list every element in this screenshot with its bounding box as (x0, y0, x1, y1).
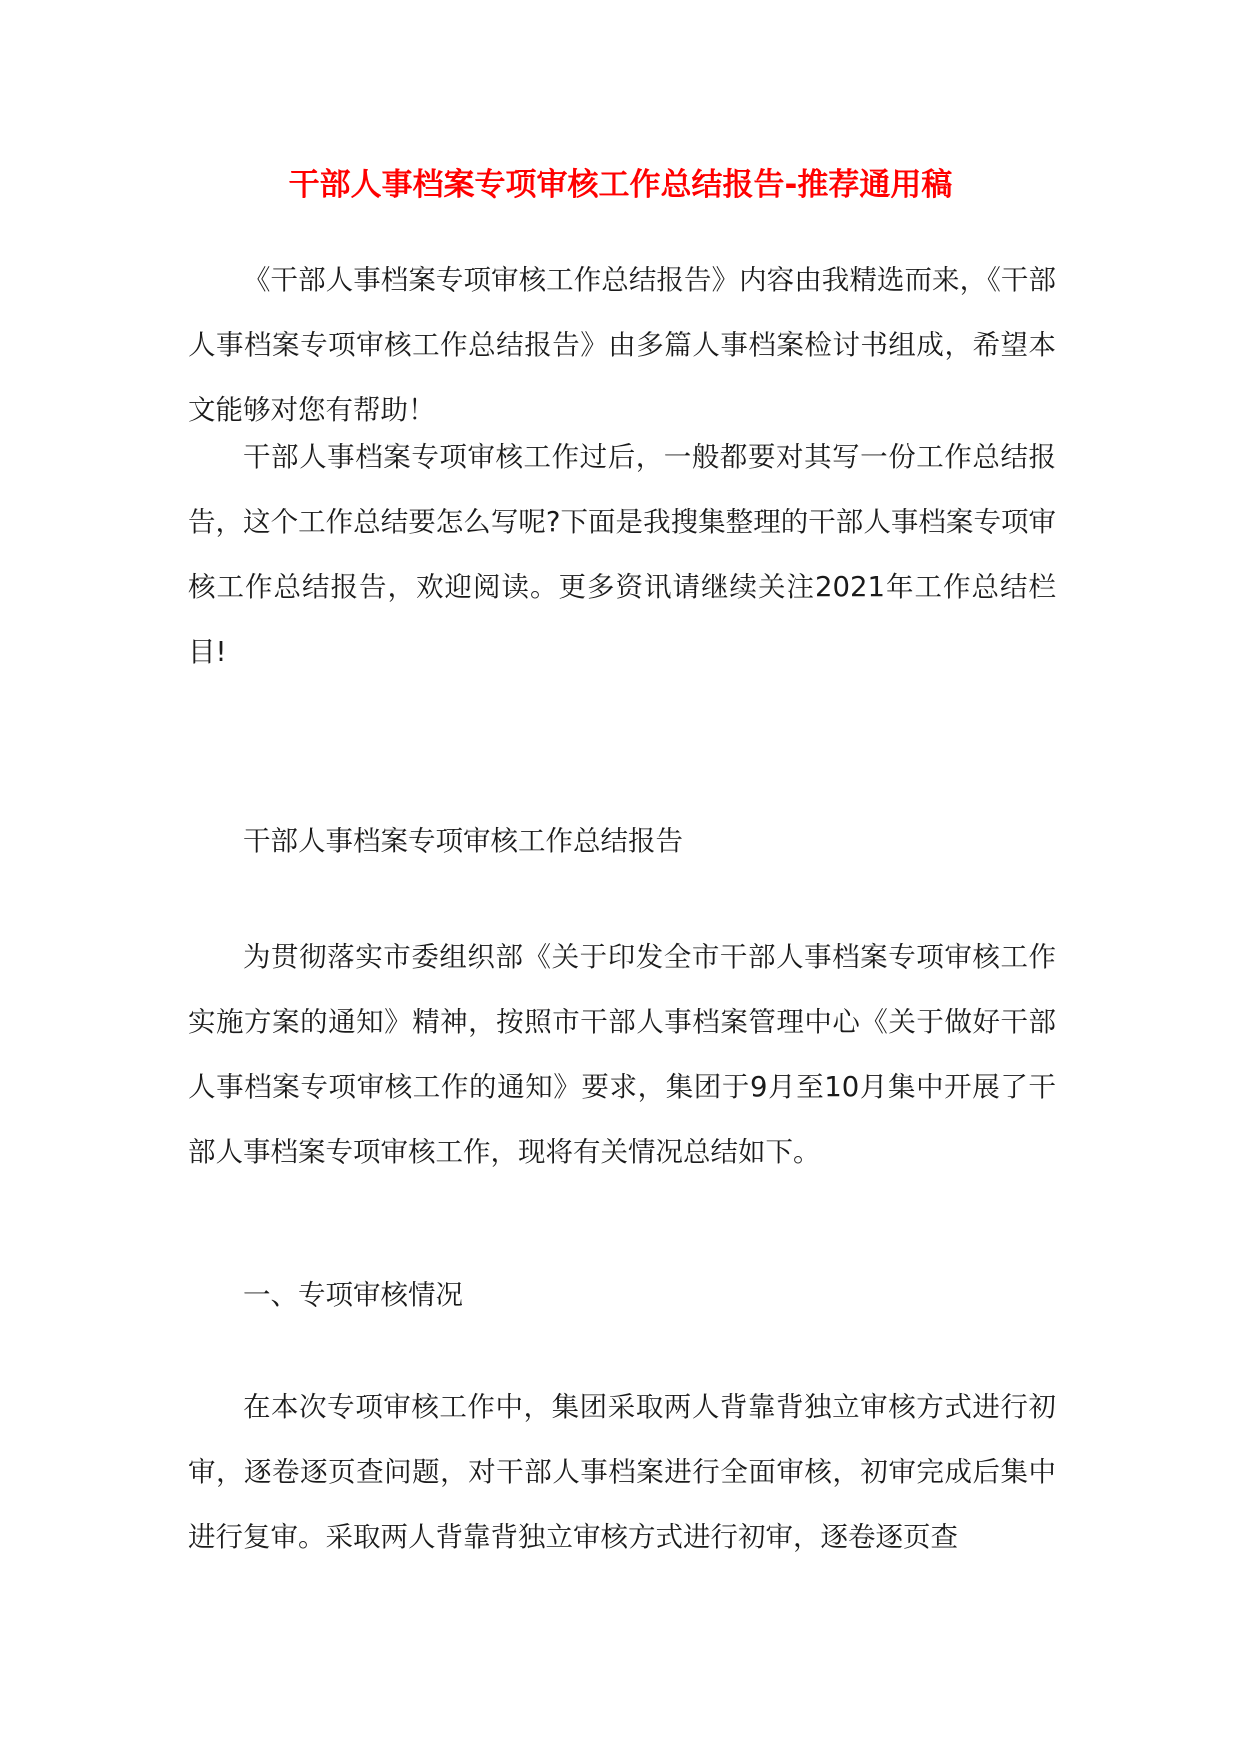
document-title: 干部人事档案专项审核工作总结报告-推荐通用稿 (288, 167, 953, 203)
lead-paragraph: 干部人事档案专项审核工作过后，一般都要对其写一份工作总结报告，这个工作总结要怎么写呢?下面是我搜集整理的干部人事档案专项审核工作总结报告，欢迎阅读。更多资讯请继续关注2021年工作总结栏目! (188, 441, 1056, 668)
section-heading-review-status: 一、专项审核情况 (243, 1279, 463, 1311)
report-subtitle: 干部人事档案专项审核工作总结报告 (243, 825, 683, 857)
intro-paragraph: 《干部人事档案专项审核工作总结报告》内容由我精选而来，《干部人事档案专项审核工作总结报告》由多篇人事档案检讨书组成，希望本文能够对您有帮助！ (188, 264, 1056, 426)
section-paragraph-review-status: 在本次专项审核工作中，集团采取两人背靠背独立审核方式进行初审，逐卷逐页查问题，对干部人事档案进行全面审核，初审完成后集中进行复审。采取两人背靠背独立审核方式进行初审，逐卷逐页查 (188, 1391, 1056, 1553)
opening-paragraph: 为贯彻落实市委组织部《关于印发全市干部人事档案专项审核工作实施方案的通知》精神，按照市干部人事档案管理中心《关于做好干部人事档案专项审核工作的通知》要求，集团于9月至10月集中开展了干部人事档案专项审核工作，现将有关情况总结如下。 (188, 941, 1056, 1168)
